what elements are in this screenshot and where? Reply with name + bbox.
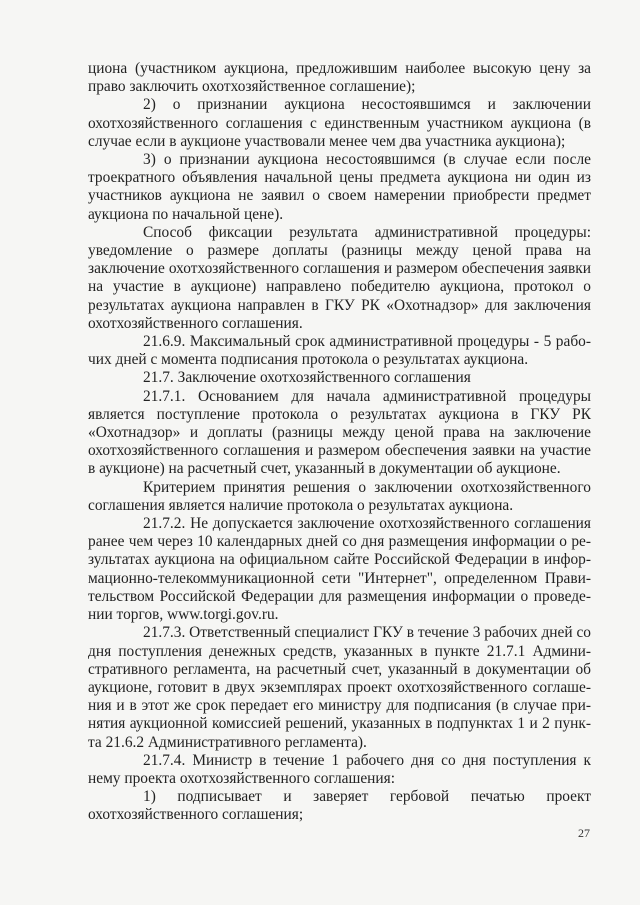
section-heading-21-7: 21.7. Заключение охотхозяйственного соглашения <box>143 369 471 387</box>
paragraph-continuation: циона (участником аукциона, предложившим наиболее высокую цену за право заключить охотхозяйственное соглашение); <box>88 60 591 96</box>
document-body <box>88 60 591 825</box>
paragraph-21-7-2: 21.7.2. Не допускается заключение охотхозяйственного соглашения ранее чем через 10 календарных дней со дня размещения информации о результатах аукциона на официальном сайте Российской Федерации в информационно-телекоммуникационной сети "Интернет", определенном Правительством Российской Федерации для размещения информации о проведении торгов, www.torgi.gov.ru. <box>88 515 591 624</box>
paragraph-fixation-method: Способ фиксации результата административной процедуры: уведомление о размере доплаты (разницы между ценой права на заключение охотхозяйственного соглашения и размером обеспечения заявки на участие в аукционе) направлено победителю аукциона, протокол о результатах аукциона направлен в ГКУ РК «Охотнадзор» для заключения охотхозяйственного соглашения. <box>88 223 591 332</box>
paragraph-21-7-4-item-1: 1) подписывает и заверяет гербовой печатью проект охотхозяйственного соглашения; <box>88 788 591 824</box>
paragraph-21-7-4: 21.7.4. Министр в течение 1 рабочего дня со дня поступления к нему проекта охотхозяйственного соглашения: <box>88 751 591 787</box>
paragraph-21-7-1: 21.7.1. Основанием для начала административной процедуры является поступление протокола о результатах аукциона в ГКУ РК «Охотнадзор» и доплаты (разницы между ценой права на заключение охотхозяйственного соглашения и размером обеспечения заявки на участие в аукционе) на расчетный счет, указанный в документации об аукционе. <box>88 387 591 478</box>
paragraph-item-3: 3) о признании аукциона несостоявшимся (в случае если после троекратного объявления начальной цены предмета аукциона ни один из участников аукциона не заявил о своем намерении приобрести предмет аукциона по начальной цене). <box>88 151 591 223</box>
page-number: 27 <box>578 826 590 840</box>
paragraph-item-2: 2) о признании аукциона несостоявшимся и заключении охотхозяйственного соглашения с единственным участником аукциона (в случае если в аукционе участвовали менее чем два участника аукциона); <box>88 96 591 150</box>
paragraph-criterion: Критерием принятия решения о заключении охотхозяйственного соглашения является наличие протокола о результатах аукциона. <box>88 478 591 514</box>
paragraph-21-7-3: 21.7.3. Ответственный специалист ГКУ в течение 3 рабочих дней со дня поступления денежных средств, указанных в пункте 21.7.1 Административного регламента, на расчетный счет, указанный в документации об аукционе, готовит в двух экземплярах проект охотхозяйственного соглашения и в этот же срок передает его министру для подписания (в случае принятия аукционной комиссией решений, указанных в подпунктах 1 и 2 пункта 21.6.2 Административного регламента). <box>88 624 591 751</box>
paragraph-21-6-9: 21.6.9. Максимальный срок административной процедуры - 5 рабочих дней с момента подписания протокола о результатах аукциона. <box>88 333 591 369</box>
